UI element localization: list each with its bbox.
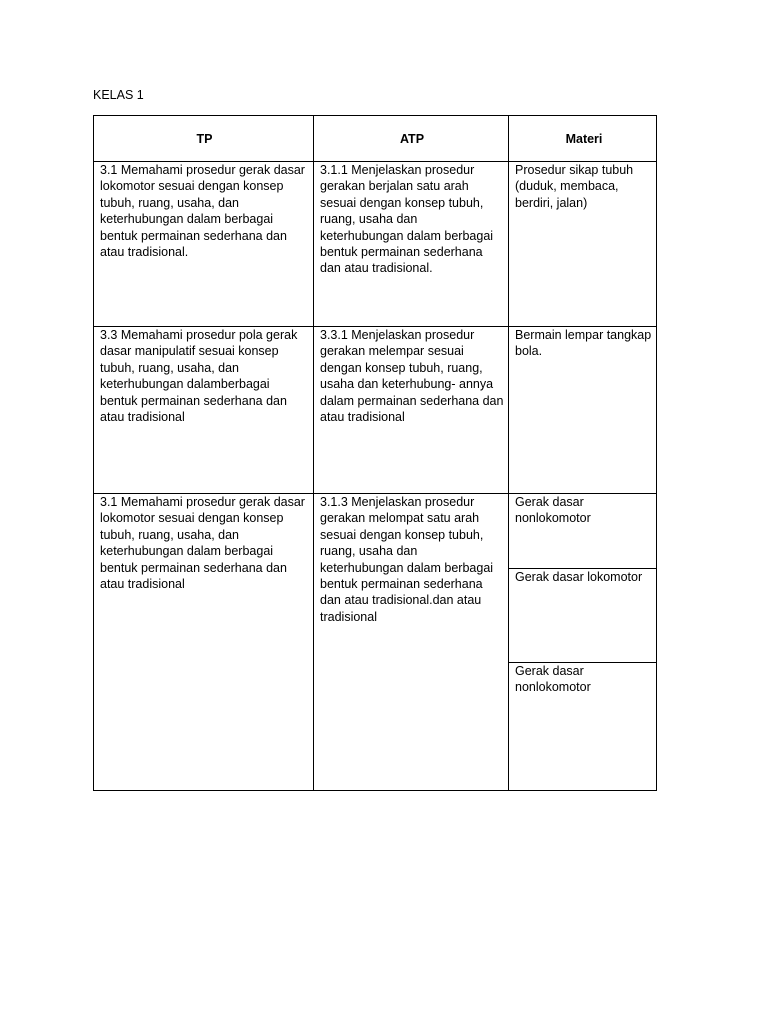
column-header-atp: ATP xyxy=(399,132,425,146)
row-2-tp: 3.3 Memahami prosedur pola gerak dasar manipulatif sesuai konsep tubuh, ruang, usaha, dan keterhubungan dalamberbagai bentuk permainan sederhana dan atau tradisional xyxy=(100,328,298,425)
page-heading: KELAS 1 xyxy=(93,88,144,102)
row-3-materi-item: Gerak dasar nonlokomotor xyxy=(515,495,591,526)
row-2-atp: 3.3.1 Menjelaskan prosedur gerakan melempar sesuai dengan konsep tubuh, ruang, usaha dan keterhubung- annya dalam permainan sederhana dan atau tradisional xyxy=(320,328,504,425)
column-header-tp: TP xyxy=(196,132,213,146)
row-3-materi-item: Gerak dasar nonlokomotor xyxy=(515,664,591,695)
row-3-materi-item: Gerak dasar lokomotor xyxy=(515,570,643,584)
curriculum-table xyxy=(93,115,657,791)
row-3-tp: 3.1 Memahami prosedur gerak dasar lokomotor sesuai dengan konsep tubuh, ruang, usaha, dan keterhubungan dalam berbagai bentuk permainan sederhana dan atau tradisional xyxy=(100,495,305,592)
row-3-atp: 3.1.3 Menjelaskan prosedur gerakan melompat satu arah sesuai dengan konsep tubuh, ruang, usaha dan keterhubungan dalam berbagai bentuk permainan sederhana dan atau tradisional.dan atau tradisional xyxy=(320,495,494,624)
row-1-atp: 3.1.1 Menjelaskan prosedur gerakan berjalan satu arah sesuai dengan konsep tubuh, ruang, usaha dan keterhubungan dalam berbagai bentuk permainan sederhana dan atau tradisional. xyxy=(320,163,494,276)
row-2-materi: Bermain lempar tangkap bola. xyxy=(515,328,652,359)
column-header-materi: Materi xyxy=(565,132,603,146)
row-1-tp: 3.1 Memahami prosedur gerak dasar lokomotor sesuai dengan konsep tubuh, ruang, usaha, dan keterhubungan dalam berbagai bentuk permainan sederhana dan atau tradisional. xyxy=(100,163,305,260)
row-1-materi: Prosedur sikap tubuh (duduk, membaca, berdiri, jalan) xyxy=(515,163,634,210)
